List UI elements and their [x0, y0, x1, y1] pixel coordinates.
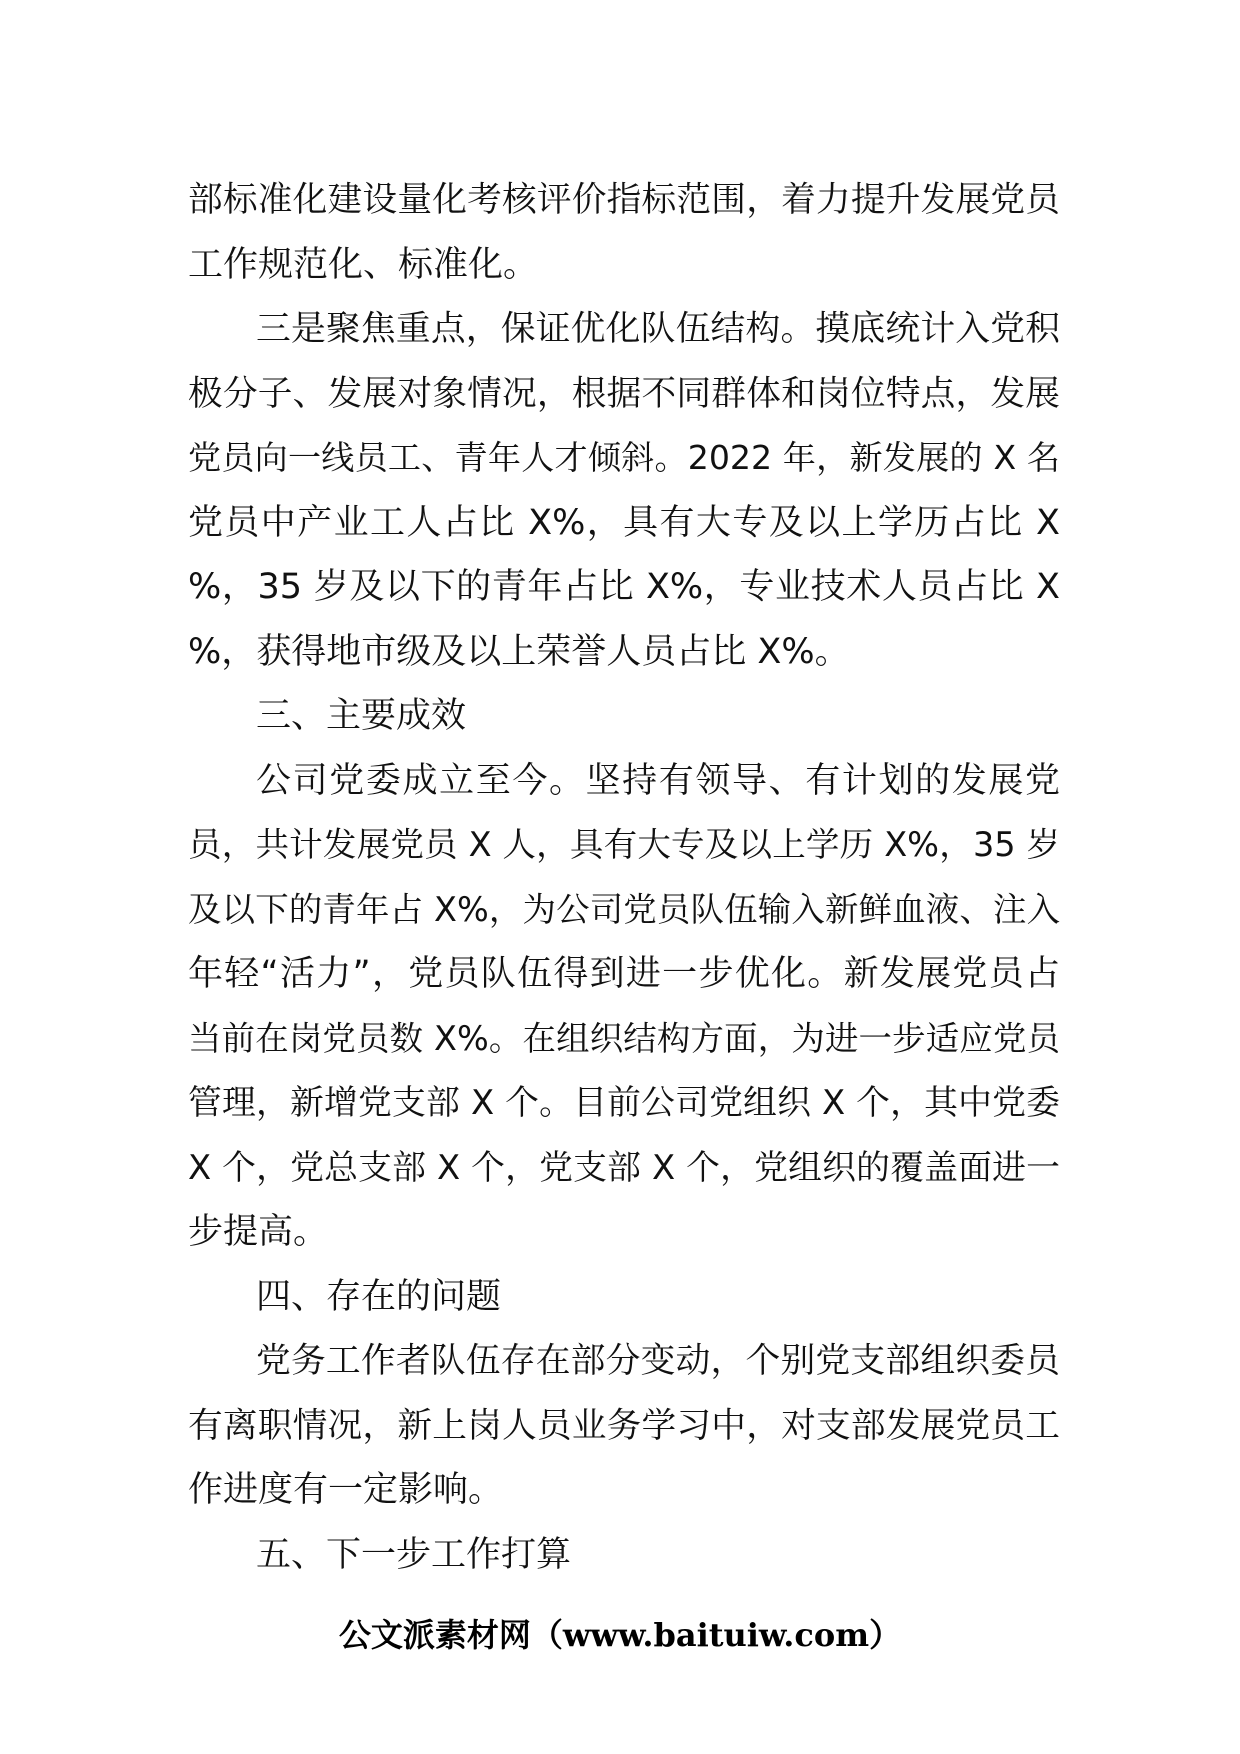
text-line: 有离职情况，新上岗人员业务学习中，对支部发展党员工: [188, 1405, 1060, 1446]
text-line: 部标准化建设量化考核评价指标范围，着力提升发展党员: [188, 180, 1060, 220]
text-line: 四、存在的问题: [256, 1276, 502, 1317]
text-line: 党员中产业工人占比 X%，具有大专及以上学历占比 X: [188, 502, 1060, 543]
text-line: 员，共计发展党员 X 人，具有大专及以上学历 X%，35 岁: [188, 825, 1060, 864]
text-line: 步提高。: [188, 1212, 329, 1252]
text-line: 及以下的青年占 X%，为公司党员队伍输入新鲜血液、注入: [188, 889, 1060, 929]
text-line: %，获得地市级及以上荣誉人员占比 X%。: [188, 631, 850, 672]
text-line: 党员向一线员工、青年人才倾斜。2022 年，新发展的 X 名: [188, 438, 1060, 477]
text-line: 公司党委成立至今。坚持有领导、有计划的发展党: [256, 760, 1060, 801]
page-footer-watermark: 公文派素材网（www.baituiw.com）: [338, 1616, 902, 1654]
text-line: 三、主要成效: [256, 696, 467, 736]
text-line: X 个，党总支部 X 个，党支部 X 个，党组织的覆盖面进一: [188, 1147, 1060, 1187]
text-line: 工作规范化、标准化。: [188, 244, 539, 285]
text-line: 年轻“活力”，党员队伍得到进一步优化。新发展党员占: [188, 954, 1060, 994]
text-line: 极分子、发展对象情况，根据不同群体和岗位特点，发展: [188, 373, 1060, 414]
document-body: [188, 168, 1060, 1587]
text-line: 管理，新增党支部 X 个。目前公司党组织 X 个，其中党委: [188, 1083, 1060, 1122]
text-line: 五、下一步工作打算: [256, 1534, 572, 1575]
text-line: %，35 岁及以下的青年占比 X%，专业技术人员占比 X: [188, 567, 1060, 607]
text-line: 作进度有一定影响。: [188, 1470, 504, 1510]
text-line: 三是聚焦重点，保证优化队伍结构。摸底统计入党积: [256, 309, 1060, 349]
text-line: 当前在岗党员数 X%。在组织结构方面，为进一步适应党员: [188, 1018, 1060, 1058]
text-line: 党务工作者队伍存在部分变动，个别党支部组织委员: [256, 1341, 1060, 1381]
